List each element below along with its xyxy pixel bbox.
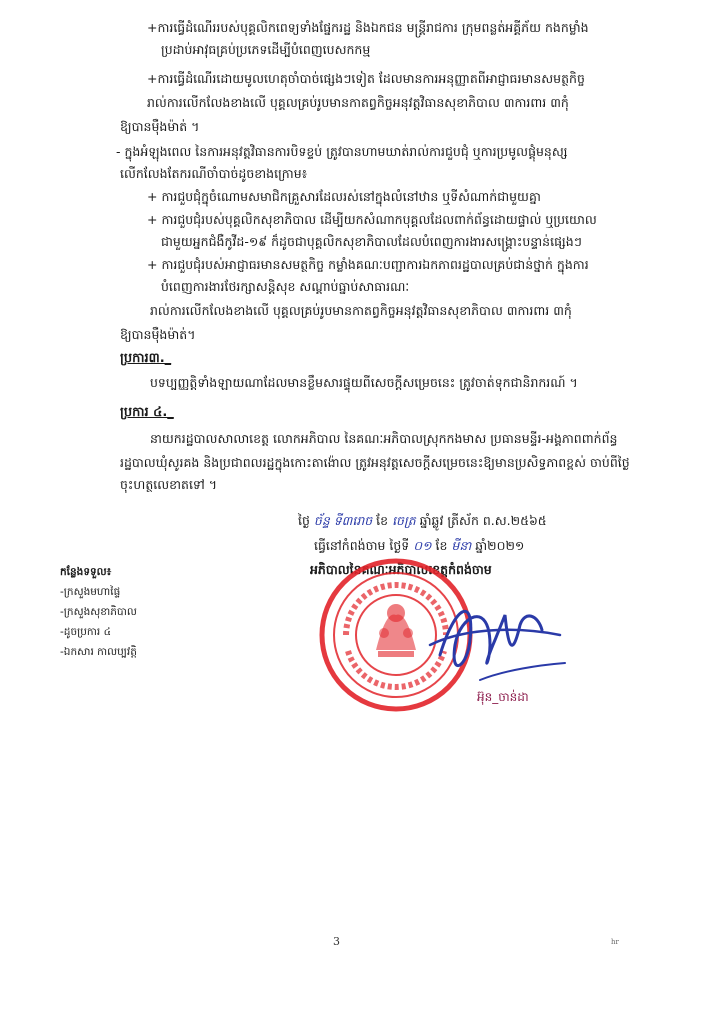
exception-1-line-2: ឱ្យបានម៉ឺងម៉ាត់ ។ (120, 119, 200, 134)
day-handwritten: ០១ (413, 538, 432, 553)
month-prefix-2: ខែ (435, 538, 448, 553)
sub-bullet-1: + ការជួបជុំក្នុចំណោមសមាជិកគ្រួសារដែលរស់នៅក្នុងលំនៅឋាន ឬទីសំណាក់ជាមួយគ្នា (147, 189, 541, 204)
article-3-text: បទប្បញ្ញត្តិទាំងឡាយណាដែលមានខ្លឹមសារផ្ទុយពីសេចក្តីសម្រេចនេះ ត្រូវចាត់ទុកជានិរាករណ៍ ។ (150, 375, 578, 390)
restriction-line-1: - ក្នុងអំឡុងពេល នៃការអនុវត្តវិធានការបិទខ្ទប់ ត្រូវបានហាមឃាត់រាល់ការជួបជុំ ឬការប្រមូលផ្តុំមនុស្ស (116, 144, 568, 159)
restriction-line-2: លើកលែងតែករណីចាំបាច់ដូចខាងក្រោម៖ (120, 166, 308, 181)
page-number: 3 (333, 935, 340, 948)
article-3-heading: ប្រការ៣._ (120, 351, 172, 366)
bullet-1-line-1: +ការធ្វើដំណើររបស់បុគ្គលិកពេទ្យទាំងផ្នែករដ្ឋ និងឯកជន មន្ត្រីរាជការ ក្រុមពន្លត់អគ្គីភ័យ កងកម្លាំង (147, 20, 589, 35)
gregorian-year: ឆ្នាំ២០២១ (475, 538, 525, 553)
lunar-month-handwritten: ចេត្រ (392, 513, 416, 528)
article-4-line-2: រដ្ឋបាលឃុំសូរគង និងប្រជាពលរដ្ឋក្នុងកោះតាង៉ោល ត្រូវអនុវត្តសេចក្តីសម្រេចនេះឱ្យមានប្រសិទ្ធភាពខ្ពស់ ចាប់ពីថ្ងៃ (120, 455, 630, 470)
signer-name: អ៊ុន_ចាន់ដា (477, 690, 529, 704)
exception-2-line-2: ឱ្យបានម៉ឺងម៉ាត់។ (120, 327, 196, 342)
signer-title: អភិបាលនៃគណៈអភិបាលខេត្តកំពង់ចាម (310, 562, 492, 577)
recipients-title: កន្លែងទទួល៖ (60, 566, 112, 578)
sub-bullet-2-line-1: + ការជួបជុំរបស់បុគ្គលិកសុខាភិបាល ដើម្បីយកសំណាកបុគ្គលដែលពាក់ព័ន្ធដោយផ្ទាល់ ឬប្រយោល (147, 212, 597, 227)
article-4-line-1: នាយករដ្ឋបាលសាលាខេត្ត លោកអភិបាល នៃគណៈអភិបាលស្រុកកងមាស ប្រធានមន្ទីរ-អង្គភាពពាក់ព័ន្ធ (150, 431, 618, 446)
article-4-heading: ប្រការ ៤._ (120, 405, 174, 420)
sub-bullet-2-line-2: ជាមួយអ្នកជំងឺកូវីដ-១៩ ក៏ដូចជាបុគ្គលិកសុខាភិបាលដែលបំពេញការងារសង្គ្រោះបន្ទាន់ផ្សេងៗ (161, 234, 582, 249)
month-handwritten: មីនា (451, 538, 472, 553)
lunar-date-line (298, 512, 547, 530)
exception-1-line-1: រាល់ការលើកលែងខាងលើ បុគ្គលគ្រប់រូបមានកាតព្វកិច្ចអនុវត្តវិធានសុខាភិបាល ៣ការពារ ៣កុំ (147, 95, 569, 110)
lunar-year: ឆ្នាំឆ្លូវ ត្រីស័ក ព.ស.២៥៦៥ (419, 513, 547, 528)
exception-2-line-1: រាល់ការលើកលែងខាងលើ បុគ្គលគ្រប់រូបមានកាតព្វកិច្ចអនុវត្តវិធានសុខាភិបាល ៣ការពារ ៣កុំ (150, 303, 572, 318)
recipient-item: -ក្រសួងសុខាភិបាល (60, 606, 137, 618)
recipient-item: -ឯកសារ កាលប្បវត្តិ (60, 646, 137, 658)
month-prefix: ខែ (376, 513, 389, 528)
place-prefix: ធ្វើនៅកំពង់ចាម ថ្ងៃទី (314, 538, 410, 553)
sub-bullet-3-line-1: + ការជួបជុំរបស់អាជ្ញាធរមានសមត្ថកិច្ច កម្លាំងគណៈបញ្ជាការឯកភាពរដ្ឋបាលគ្រប់ជាន់ថ្នាក់ ក្នុងការ (147, 257, 589, 272)
recipient-item: -ដូចប្រការ ៤ (60, 626, 112, 638)
article-4-line-3: ចុះហត្ថលេខាតទៅ ។ (120, 477, 218, 492)
bullet-2-line-1: +ការធ្វើដំណើរដោយមូលហេតុចាំបាច់ផ្សេងៗទៀត ដែលមានការអនុញ្ញាតពីអាជ្ញាធរមានសមត្ថកិច្ច (147, 71, 585, 86)
handwritten-signature (420, 585, 570, 695)
lunar-day-handwritten: ច័ន្ទ ទី៣រោច (313, 513, 373, 528)
sub-bullet-3-line-2: បំពេញការងារថែរក្សាសន្តិសុខ សណ្តាប់ធ្នាប់សាធារណៈ (161, 279, 410, 294)
bullet-1-line-2: ប្រដាប់អាវុធគ្រប់ប្រភេទដើម្បីបំពេញបេសកកម្ម (161, 42, 371, 57)
lunar-prefix: ថ្ងៃ (298, 513, 310, 528)
gregorian-date-line (314, 537, 524, 555)
recipient-item: -ក្រសួងមហាផ្ទៃ (60, 586, 121, 598)
footer-mark: hr (611, 938, 619, 946)
